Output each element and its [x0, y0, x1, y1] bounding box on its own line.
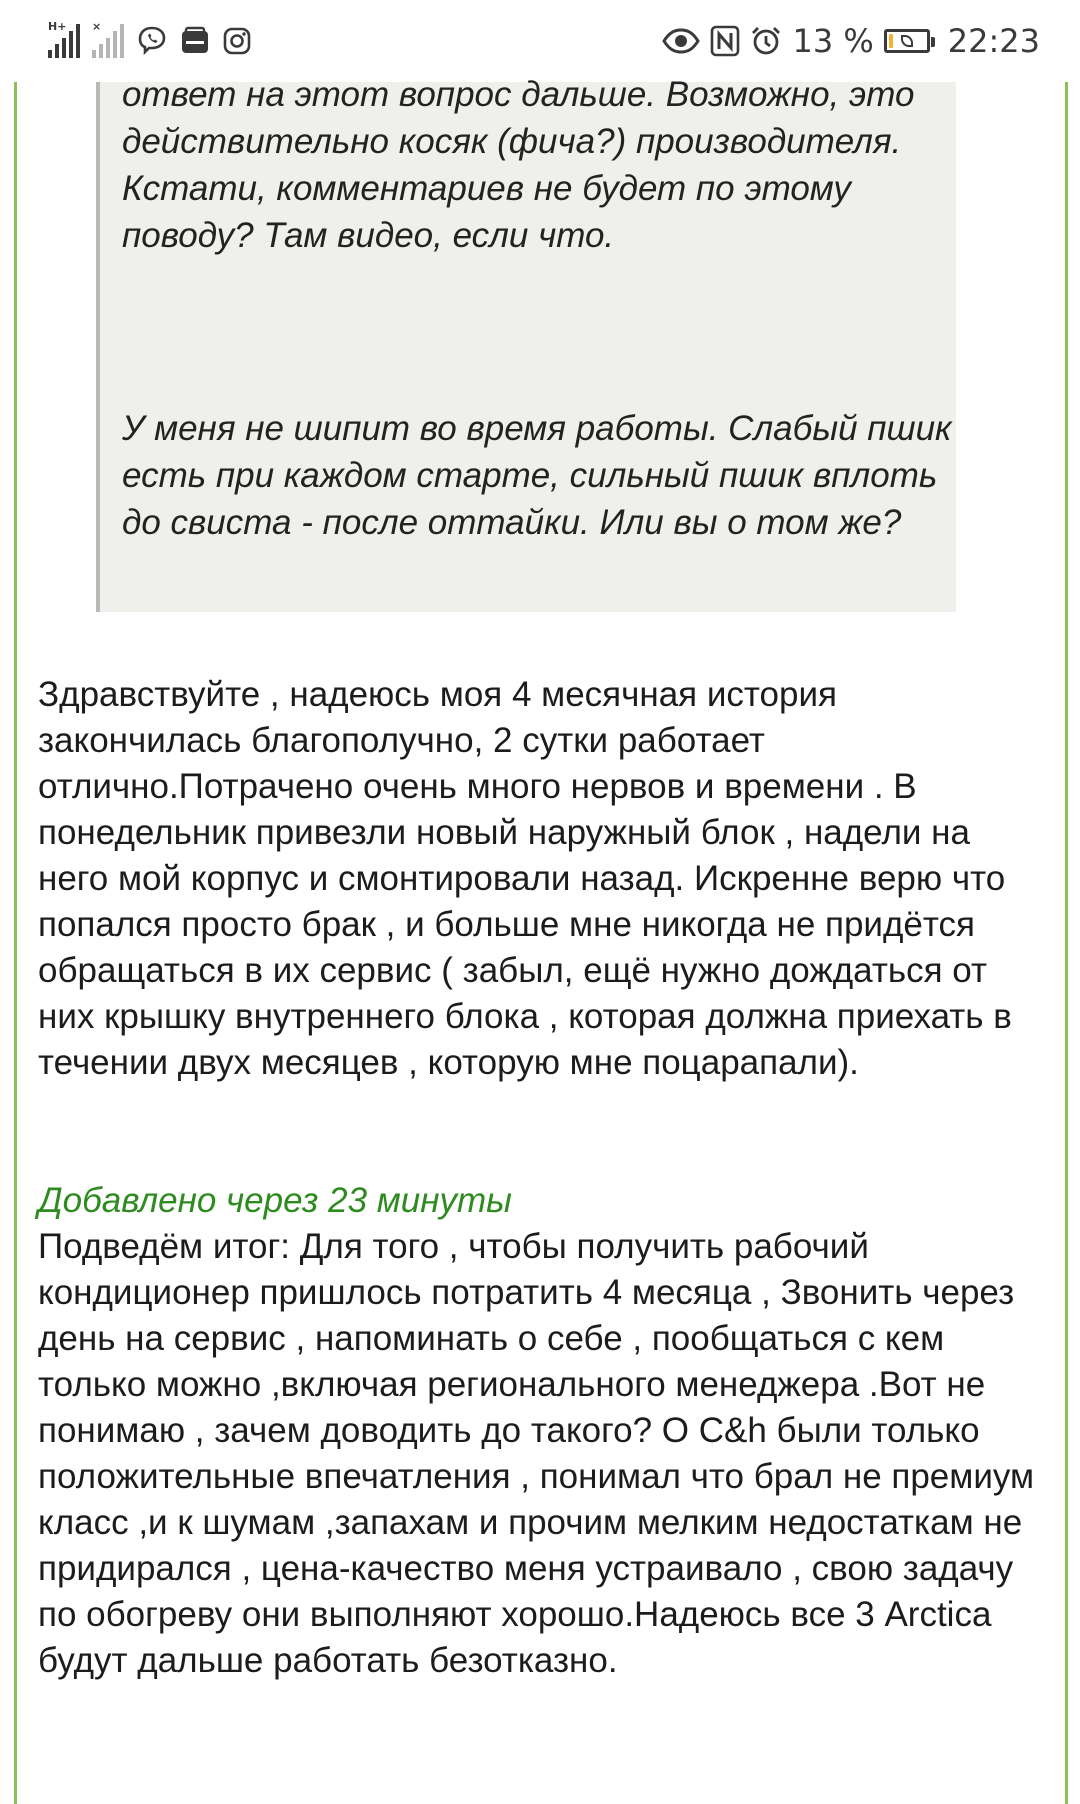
- battery-icon: [884, 29, 930, 53]
- post-paragraph-2: Подведём итог: Для того , чтобы получить рабочий кондиционер пришлось потратить 4 месяца , Звонить через день на сервис , напоминать о себе , пообщаться с кем только можно ,включая регионального менеджера .Вот не понимаю , зачем доводить до такого? О C&h были только положительные впечатления , понимал что брал не премиум класс ,и к шумам ,запахам и прочим мелким недостаткам не придирался , цена-качество меня устраивало , свою задачу по обогреву они выполняют хорошо.Надеюсь все 3 Arctica будут дальше работать безотказно.: [38, 1227, 1035, 1680]
- status-right: [662, 18, 1040, 64]
- signal-icon: H+: [48, 24, 80, 58]
- signal-no-sim-icon: ×: [92, 24, 124, 58]
- clock-time: 22:23: [947, 22, 1040, 60]
- huawei-icon: [180, 26, 210, 56]
- eye-comfort-icon: [662, 26, 700, 56]
- post-paragraph-1: Здравствуйте , надеюсь моя 4 месячная история закончилась благополучно, 2 сутки работает отлично.Потрачено очень много нервов и времени . В понедельник привезли новый наружный блок , надели на него мой корпус и смонтировали назад. Искренне верю что попался просто брак , и больше мне никогда не придётся обращаться в их сервис ( забыл, ещё нужно дождаться от них крышку внутреннего блока , которая должна приехать в течении двух месяцев , которую мне поцарапали).: [38, 675, 1012, 1082]
- nfc-icon: [710, 25, 740, 57]
- status-bar: [0, 0, 1080, 82]
- added-note: Добавлено через 23 минуты: [38, 1181, 512, 1220]
- alarm-icon: [750, 25, 782, 57]
- battery-percent: 13 %: [792, 22, 874, 60]
- status-left: [48, 18, 252, 64]
- quote-paragraph-2: У меня не шипит во время работы. Слабый пшик есть при каждом старте, сильный пшик вплоть до свиста - после оттайки. Или вы о том же?: [122, 409, 952, 542]
- viber-icon: [136, 25, 168, 57]
- quote-block: [96, 75, 956, 612]
- instagram-icon: [222, 26, 252, 56]
- quote-paragraph-1: ответ на этот вопрос дальше. Возможно, это действительно косяк (фича?) производителя. Кстати, комментариев не будет по этому поводу? Там видео, если что.: [122, 75, 915, 255]
